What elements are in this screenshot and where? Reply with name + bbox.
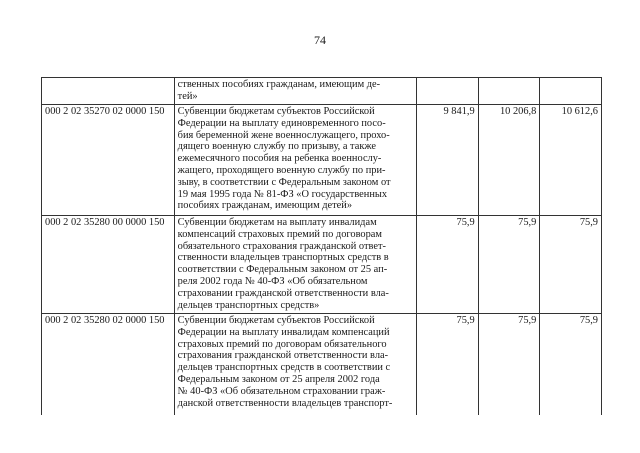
description-line: 19 мая 1995 года № 81-ФЗ «О государственных xyxy=(177,188,388,200)
value-col-2 xyxy=(478,78,540,105)
description-line: обязательного страхования гражданской ответ- xyxy=(177,240,386,252)
value-col-3: 10 612,6 xyxy=(540,105,602,216)
description-line: Федеральным законом от 25 апреля 2002 года xyxy=(177,373,380,385)
description-line: Федерации на выплату единовременного посо- xyxy=(177,117,386,129)
row-description xyxy=(174,78,416,105)
table-row xyxy=(42,78,602,105)
description-line: компенсаций страховых премий по договорам xyxy=(177,228,382,240)
row-description xyxy=(174,314,416,416)
description-line: дельцев транспортных средств в соответствии с xyxy=(177,362,391,374)
value-col-2: 10 206,8 xyxy=(478,105,540,216)
description-line: страхования гражданской ответственности вла- xyxy=(177,350,389,362)
table-row xyxy=(42,105,602,216)
description-line: страховых премий по договорам обязательного xyxy=(177,338,387,350)
description-line: реля 2002 года № 40-ФЗ «Об обязательном xyxy=(177,275,368,287)
description-line: бия беременной жене военнослужащего, прохо- xyxy=(177,129,390,141)
value-col-3 xyxy=(540,78,602,105)
row-code: 000 2 02 35270 02 0000 150 xyxy=(42,105,175,216)
value-col-1: 75,9 xyxy=(417,216,479,314)
value-col-1 xyxy=(417,78,479,105)
description-line: ственных пособиях гражданам, имеющим де- xyxy=(177,79,381,90)
value-col-1: 9 841,9 xyxy=(417,105,479,216)
row-description xyxy=(174,216,416,314)
row-code: 000 2 02 35280 00 0000 150 xyxy=(42,216,175,314)
description-line: ежемесячного пособия на ребенка военнослу- xyxy=(177,153,382,165)
description-line: пособиях гражданам, имеющим детей» xyxy=(177,200,353,212)
description-line: Федерации на выплату инвалидам компенсаций xyxy=(177,326,390,338)
description-line: тей» xyxy=(177,90,198,102)
value-col-3: 75,9 xyxy=(540,314,602,416)
value-col-2: 75,9 xyxy=(478,314,540,416)
description-line: дящего военную службу по призыву, а также xyxy=(177,141,377,153)
description-line: № 40-ФЗ «Об обязательном страховании граж- xyxy=(177,385,386,397)
row-code xyxy=(42,78,175,105)
description-line: Субвенции бюджетам на выплату инвалидам xyxy=(177,217,377,228)
description-line: страховании гражданской ответственности вла- xyxy=(177,287,389,299)
table-row xyxy=(42,314,602,416)
row-code: 000 2 02 35280 02 0000 150 xyxy=(42,314,175,416)
description-line: соответствии с Федеральным законом от 25 ап- xyxy=(177,264,388,276)
description-line: данской ответственности владельцев транспорт- xyxy=(177,397,393,409)
value-col-1: 75,9 xyxy=(417,314,479,416)
description-line: ственности владельцев транспортных средств в xyxy=(177,252,389,264)
description-line: Субвенции бюджетам субъектов Российской xyxy=(177,106,375,117)
page-number: 74 xyxy=(314,33,326,47)
table-row xyxy=(42,216,602,314)
description-line: зыву, в соответствии с Федеральным законом от xyxy=(177,176,391,188)
value-col-2: 75,9 xyxy=(478,216,540,314)
row-description xyxy=(174,105,416,216)
description-line: дельцев транспортных средств» xyxy=(177,299,320,311)
description-line: Субвенции бюджетам субъектов Российской xyxy=(177,315,375,326)
value-col-3: 75,9 xyxy=(540,216,602,314)
budget-table xyxy=(41,77,602,415)
description-line: жащего, проходящего военную службу по при- xyxy=(177,164,386,176)
